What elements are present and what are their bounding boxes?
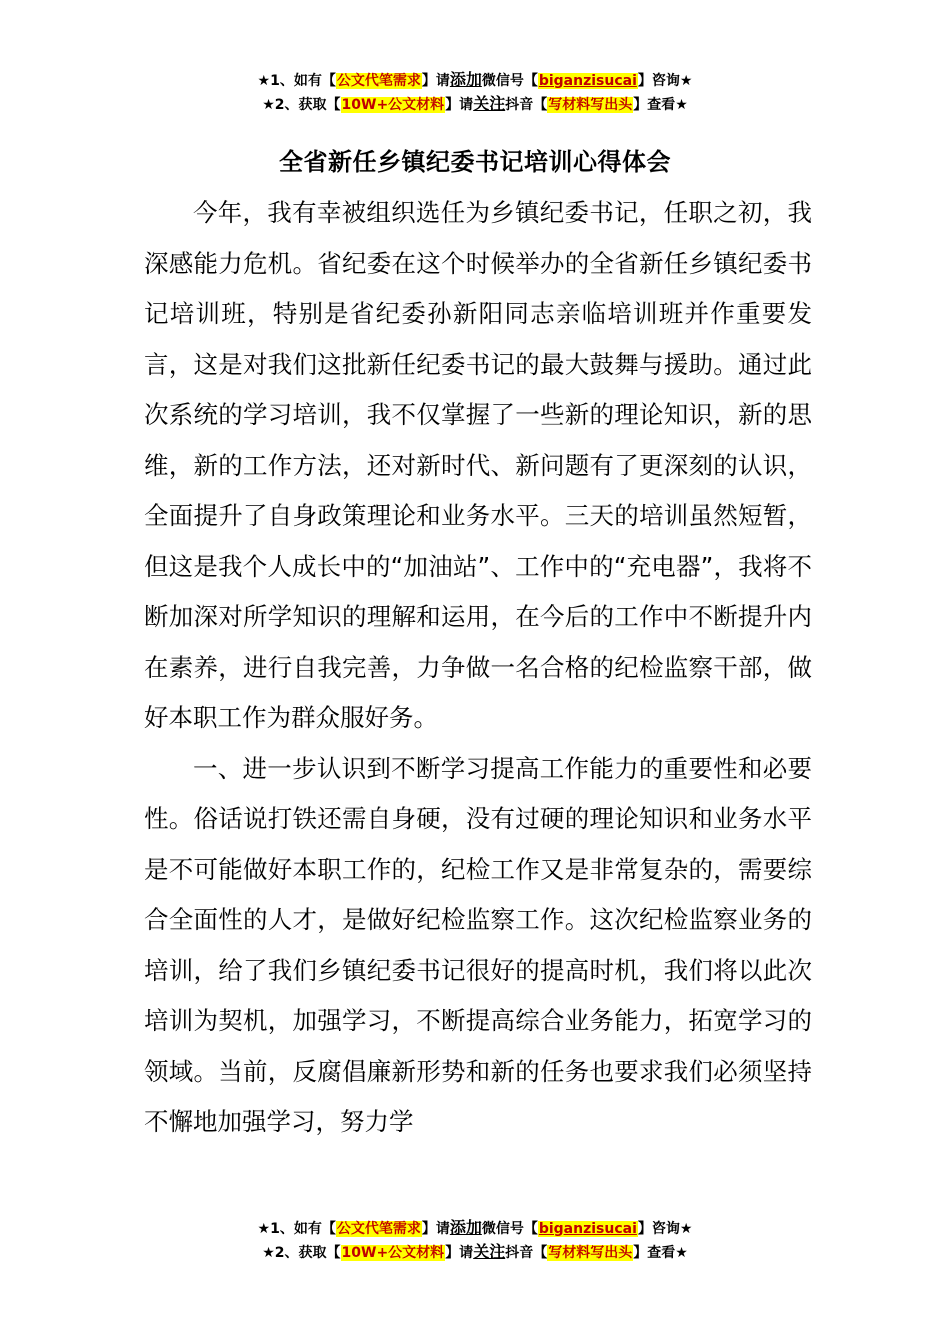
douyin-account-highlight: 写材料写出头 — [548, 1245, 633, 1261]
banner-line-1 — [0, 1216, 950, 1240]
banner-line-2 — [0, 92, 950, 116]
banner-text: 微信号【 — [481, 73, 538, 89]
banner-text: ★1、如有【 — [257, 1221, 336, 1237]
highlight-service: 公文代笔需求 — [336, 1221, 421, 1237]
banner-text: ★2、获取【 — [262, 97, 341, 113]
emphasis-text: 添加 — [449, 70, 482, 89]
banner-text: 】查看★ — [633, 97, 688, 113]
paragraph-section-1: 一、进一步认识到不断学习提高工作能力的重要性和必要性。俗话说打铁还需自身硬，没有过硬的理论知识和业务水平是不可能做好本职工作的，纪检工作又是非常复杂的，需要综合全面性的人才，是做好纪检监察工作。这次纪检监察业务的培训，给了我们乡镇纪委书记很好的提高时机，我们将以此次培训为契机，加强学习，不断提高综合业务能力，拓宽学习的领域。当前，反腐倡廉新形势和新的任务也要求我们必须坚持不懈地加强学习，努力学 — [144, 753, 812, 1136]
banner-text: 】查看★ — [633, 1245, 688, 1261]
highlight-service: 公文代笔需求 — [336, 73, 421, 89]
emphasis-text: 关注 — [473, 94, 506, 113]
highlight-materials: 10W+公文材料 — [341, 1245, 445, 1261]
banner-text: 】请 — [445, 1245, 474, 1261]
banner-text: ★2、获取【 — [262, 1245, 341, 1261]
banner-text: ★1、如有【 — [257, 73, 336, 89]
highlight-materials: 10W+公文材料 — [341, 97, 445, 113]
banner-line-1 — [0, 68, 950, 92]
emphasis-text: 添加 — [449, 1218, 482, 1237]
banner-text: 】请 — [421, 73, 450, 89]
banner-text: 抖音【 — [505, 97, 548, 113]
footer-banner — [0, 1216, 950, 1264]
douyin-account-highlight: 写材料写出头 — [548, 97, 633, 113]
banner-text: 】请 — [445, 97, 474, 113]
banner-line-2 — [0, 1240, 950, 1264]
banner-text: 】请 — [421, 1221, 450, 1237]
header-banner — [0, 68, 950, 116]
document-body — [144, 188, 812, 1148]
wechat-id-link[interactable]: biganzisucai — [538, 1221, 637, 1237]
banner-text: 抖音【 — [505, 1245, 548, 1261]
document-title: 全省新任乡镇纪委书记培训心得体会 — [279, 148, 671, 176]
banner-text: 】咨询★ — [637, 73, 693, 89]
wechat-id-link[interactable]: biganzisucai — [538, 73, 637, 89]
emphasis-text: 关注 — [473, 1242, 506, 1261]
paragraph-intro: 今年，我有幸被组织选任为乡镇纪委书记，任职之初，我深感能力危机。省纪委在这个时候举办的全省新任乡镇纪委书记培训班，特别是省纪委孙新阳同志亲临培训班并作重要发言，这是对我们这批新任纪委书记的最大鼓舞与援助。通过此次系统的学习培训，我不仅掌握了一些新的理论知识，新的思维，新的工作方法，还对新时代、新问题有了更深刻的认识，全面提升了自身政策理论和业务水平。三天的培训虽然短暂，但这是我个人成长中的“加油站”、工作中的“充电器”，我将不断加深对所学知识的理解和运用，在今后的工作中不断提升内在素养，进行自我完善，力争做一名合格的纪检监察干部，做好本职工作为群众服好务。 — [144, 198, 812, 732]
banner-text: 微信号【 — [481, 1221, 538, 1237]
banner-text: 】咨询★ — [637, 1221, 693, 1237]
